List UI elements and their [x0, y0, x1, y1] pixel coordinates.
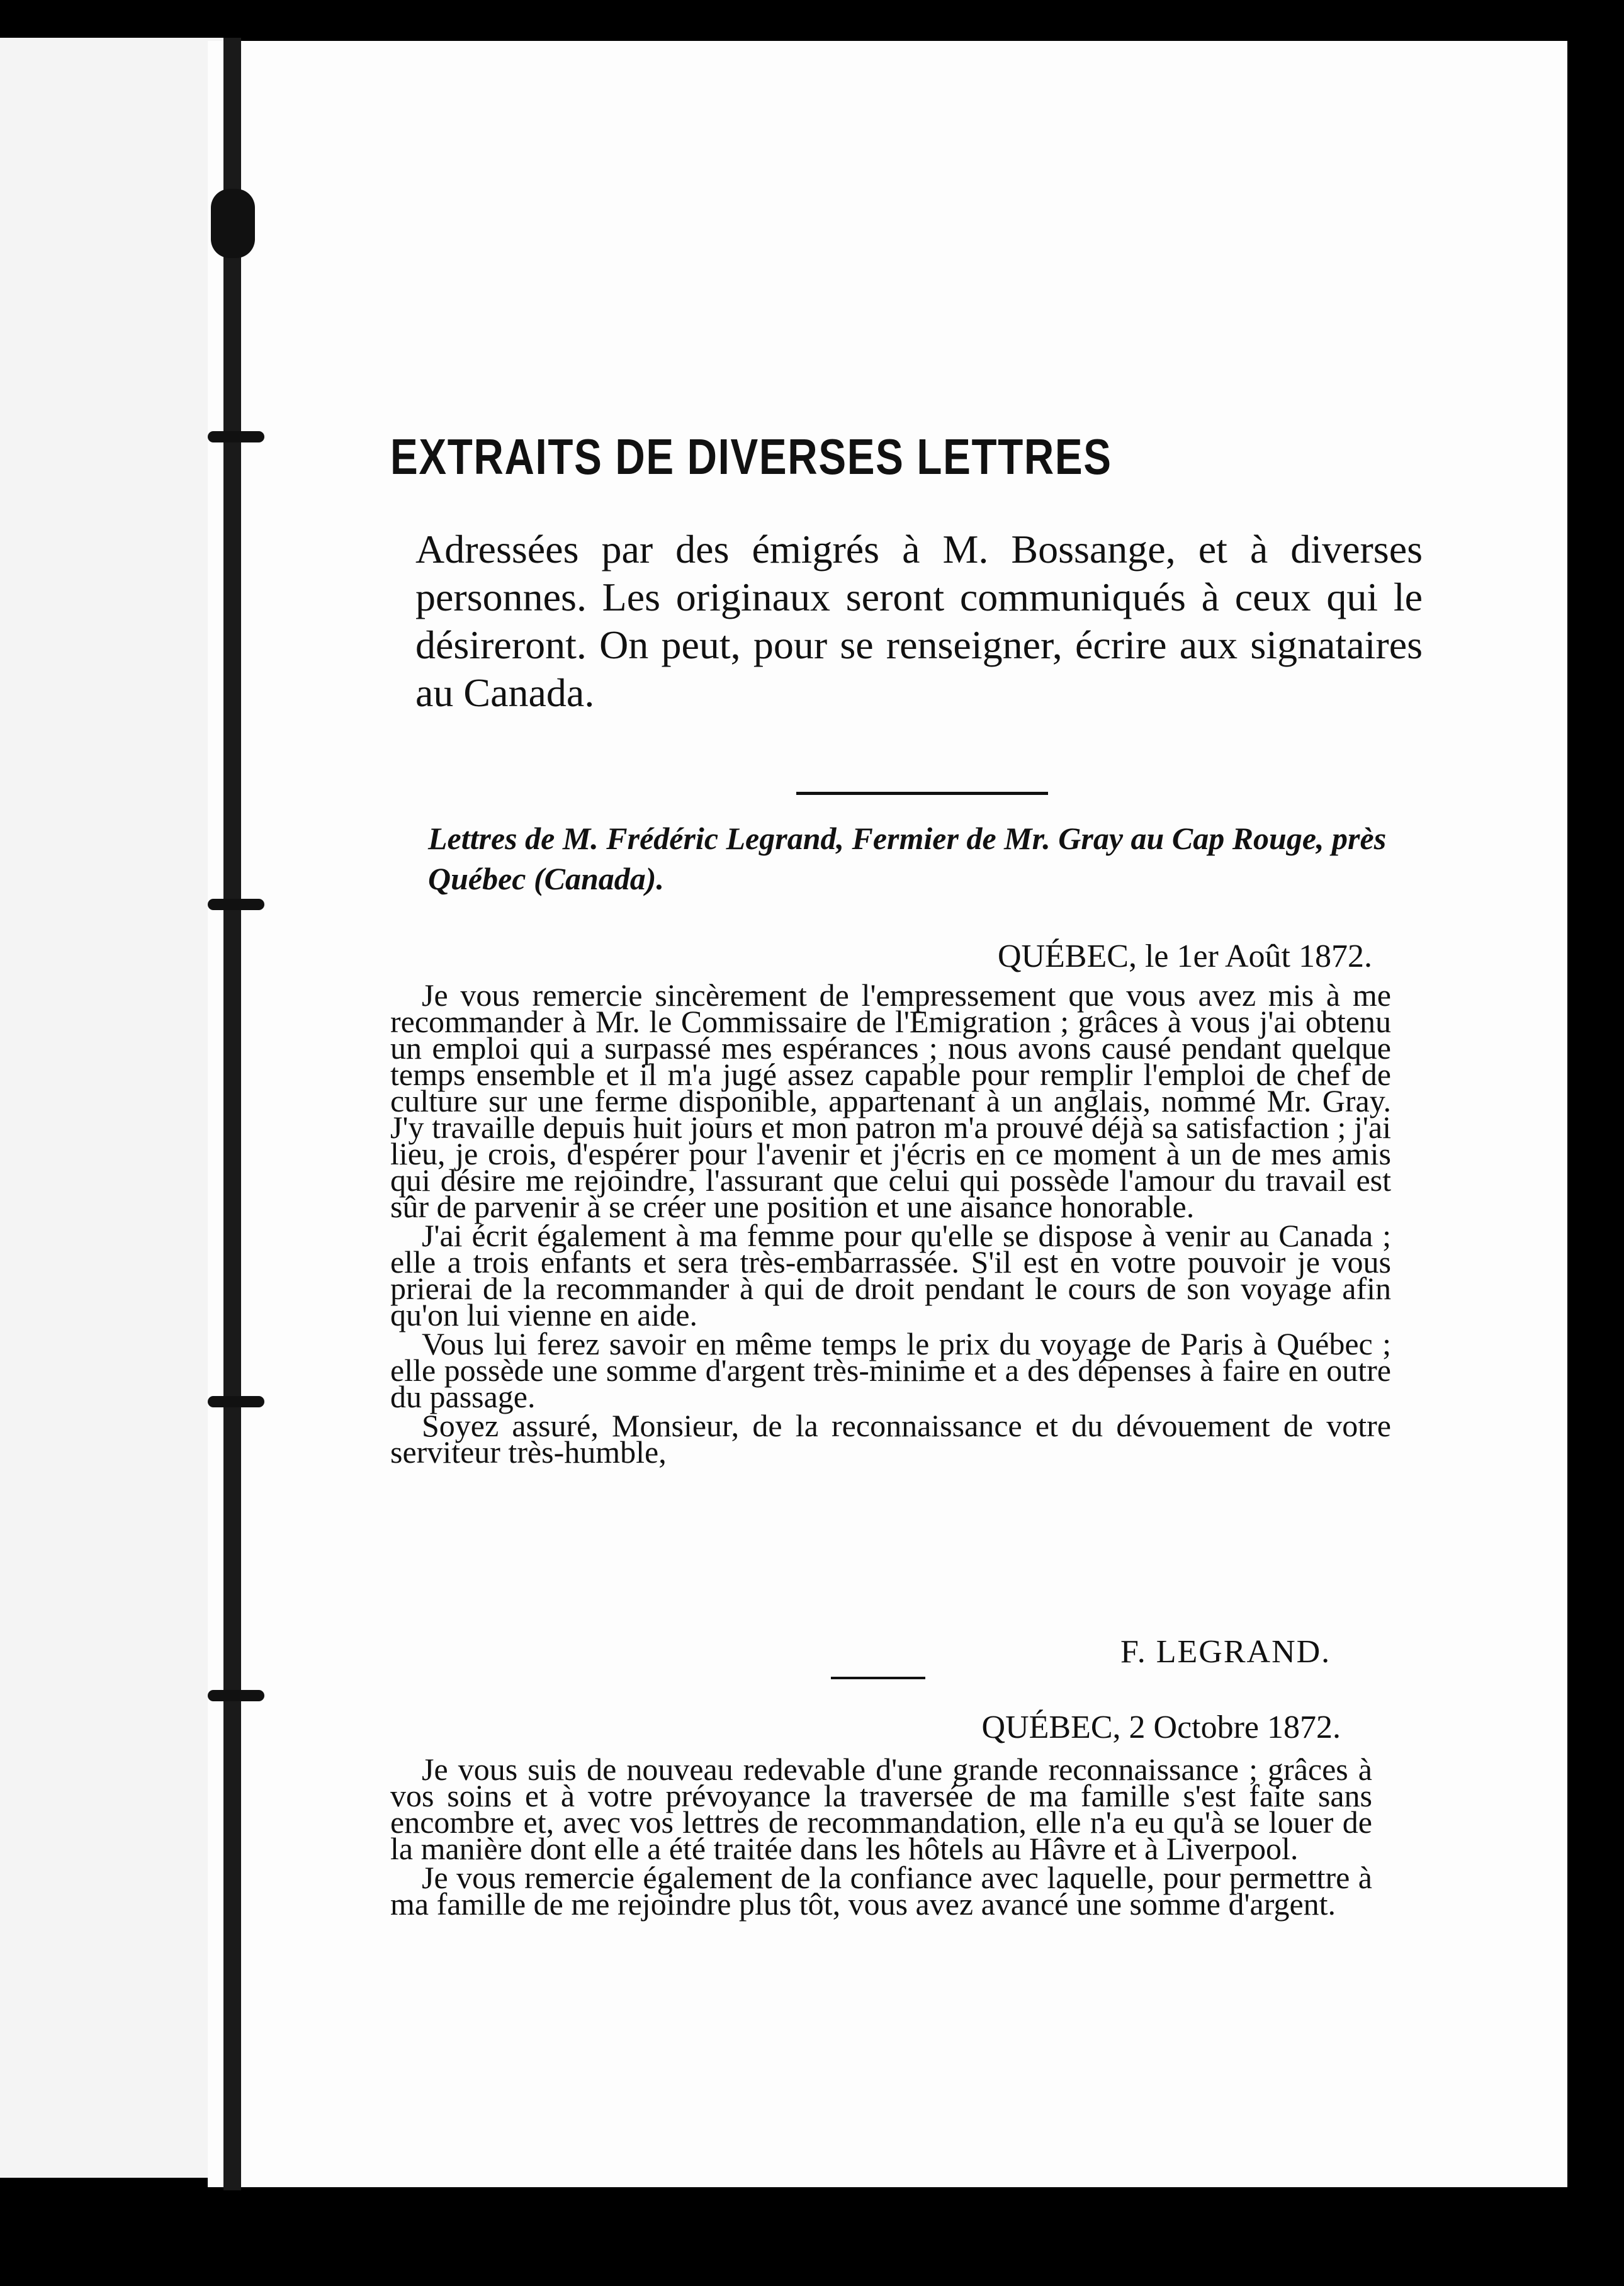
paragraph: Soyez assuré, Monsieur, de la reconnaissance et du dévouement de votre serviteur très-humble, [390, 1408, 1391, 1470]
binding-stitch [208, 431, 264, 442]
letter1-dateline: QUÉBEC, le 1er Août 1872. [997, 938, 1372, 974]
paragraph: J'ai écrit également à ma femme pour qu'elle se dispose à venir au Canada ; elle a trois enfants et sera très-embarrassée. S'il est en votre pouvoir je vous prierai de la recommander à qui de droit pendant le cours de son voyage afin qu'on lui vienne en aide. [390, 1218, 1391, 1332]
section-divider [796, 792, 1048, 795]
letter-divider [831, 1677, 925, 1679]
binding-stitch [208, 899, 264, 910]
subtitle: Adressées par des émigrés à M. Bossange, et à diverses personnes. Les originaux seront communiqués à ceux qui le désireront. On peut, pour se renseigner, écrire aux signataires au Canada. [415, 527, 1423, 715]
paragraph: Je vous suis de nouveau redevable d'une grande reconnaissance ; grâces à vos soins et à votre prévoyance la traversée de ma famille s'est faite sans encombre et, avec vos lettres de recommandation, elle n'a eu qu'à se louer de la manière dont elle a été traitée dans les hôtels au Hâvre et à Liverpool. [390, 1752, 1372, 1866]
paragraph: Vous lui ferez savoir en même temps le prix du voyage de Paris à Québec ; elle possède une somme d'argent très-minime et a des dépenses à faire en outre du passage. [390, 1326, 1391, 1414]
paragraph: Je vous remercie sincèrement de l'empressement que vous avez mis à me recommander à Mr. le Commissaire de l'Emigration ; grâces à vous j'ai obtenu un emploi qui a surpassé mes espérances ; nous avons causé pendant quelque temps ensemble et il m'a jugé assez capable pour remplir l'emploi de chef de culture sur une ferme disponible, appartenant à un anglais, nommé Mr. Gray. J'y travaille depuis huit jours et mon patron m'a prouvé déjà sa satisfaction ; j'ai lieu, je crois, d'espérer pour l'avenir et j'écris en ce moment à un de mes amis qui désire me rejoindre, l'assurant que celui qui possède l'amour du travail est sûr de parvenir à se créer une position et une aisance honorable. [390, 977, 1391, 1224]
paragraph: Je vous remercie également de la confiance avec laquelle, pour permettre à ma famille de me rejoindre plus tôt, vous avez avancé une somme d'argent. [390, 1860, 1372, 1922]
letter-byline: Lettres de M. Frédéric Legrand, Fermier de Mr. Gray au Cap Rouge, près Québec (Canada). [428, 821, 1387, 896]
binding-stitch [208, 1396, 264, 1407]
page-title: EXTRAITS DE DIVERSES LETTRES [390, 429, 1112, 485]
letter1-body [390, 977, 1391, 1470]
letter2-dateline: QUÉBEC, 2 Octobre 1872. [981, 1709, 1341, 1745]
binding-stitch [208, 1690, 264, 1701]
letter2-body [390, 1752, 1372, 1922]
letter1-signature: F. LEGRAND. [1120, 1634, 1331, 1670]
binding-spine [223, 38, 241, 2190]
binding-knot [211, 189, 255, 258]
facing-page [0, 38, 233, 2178]
